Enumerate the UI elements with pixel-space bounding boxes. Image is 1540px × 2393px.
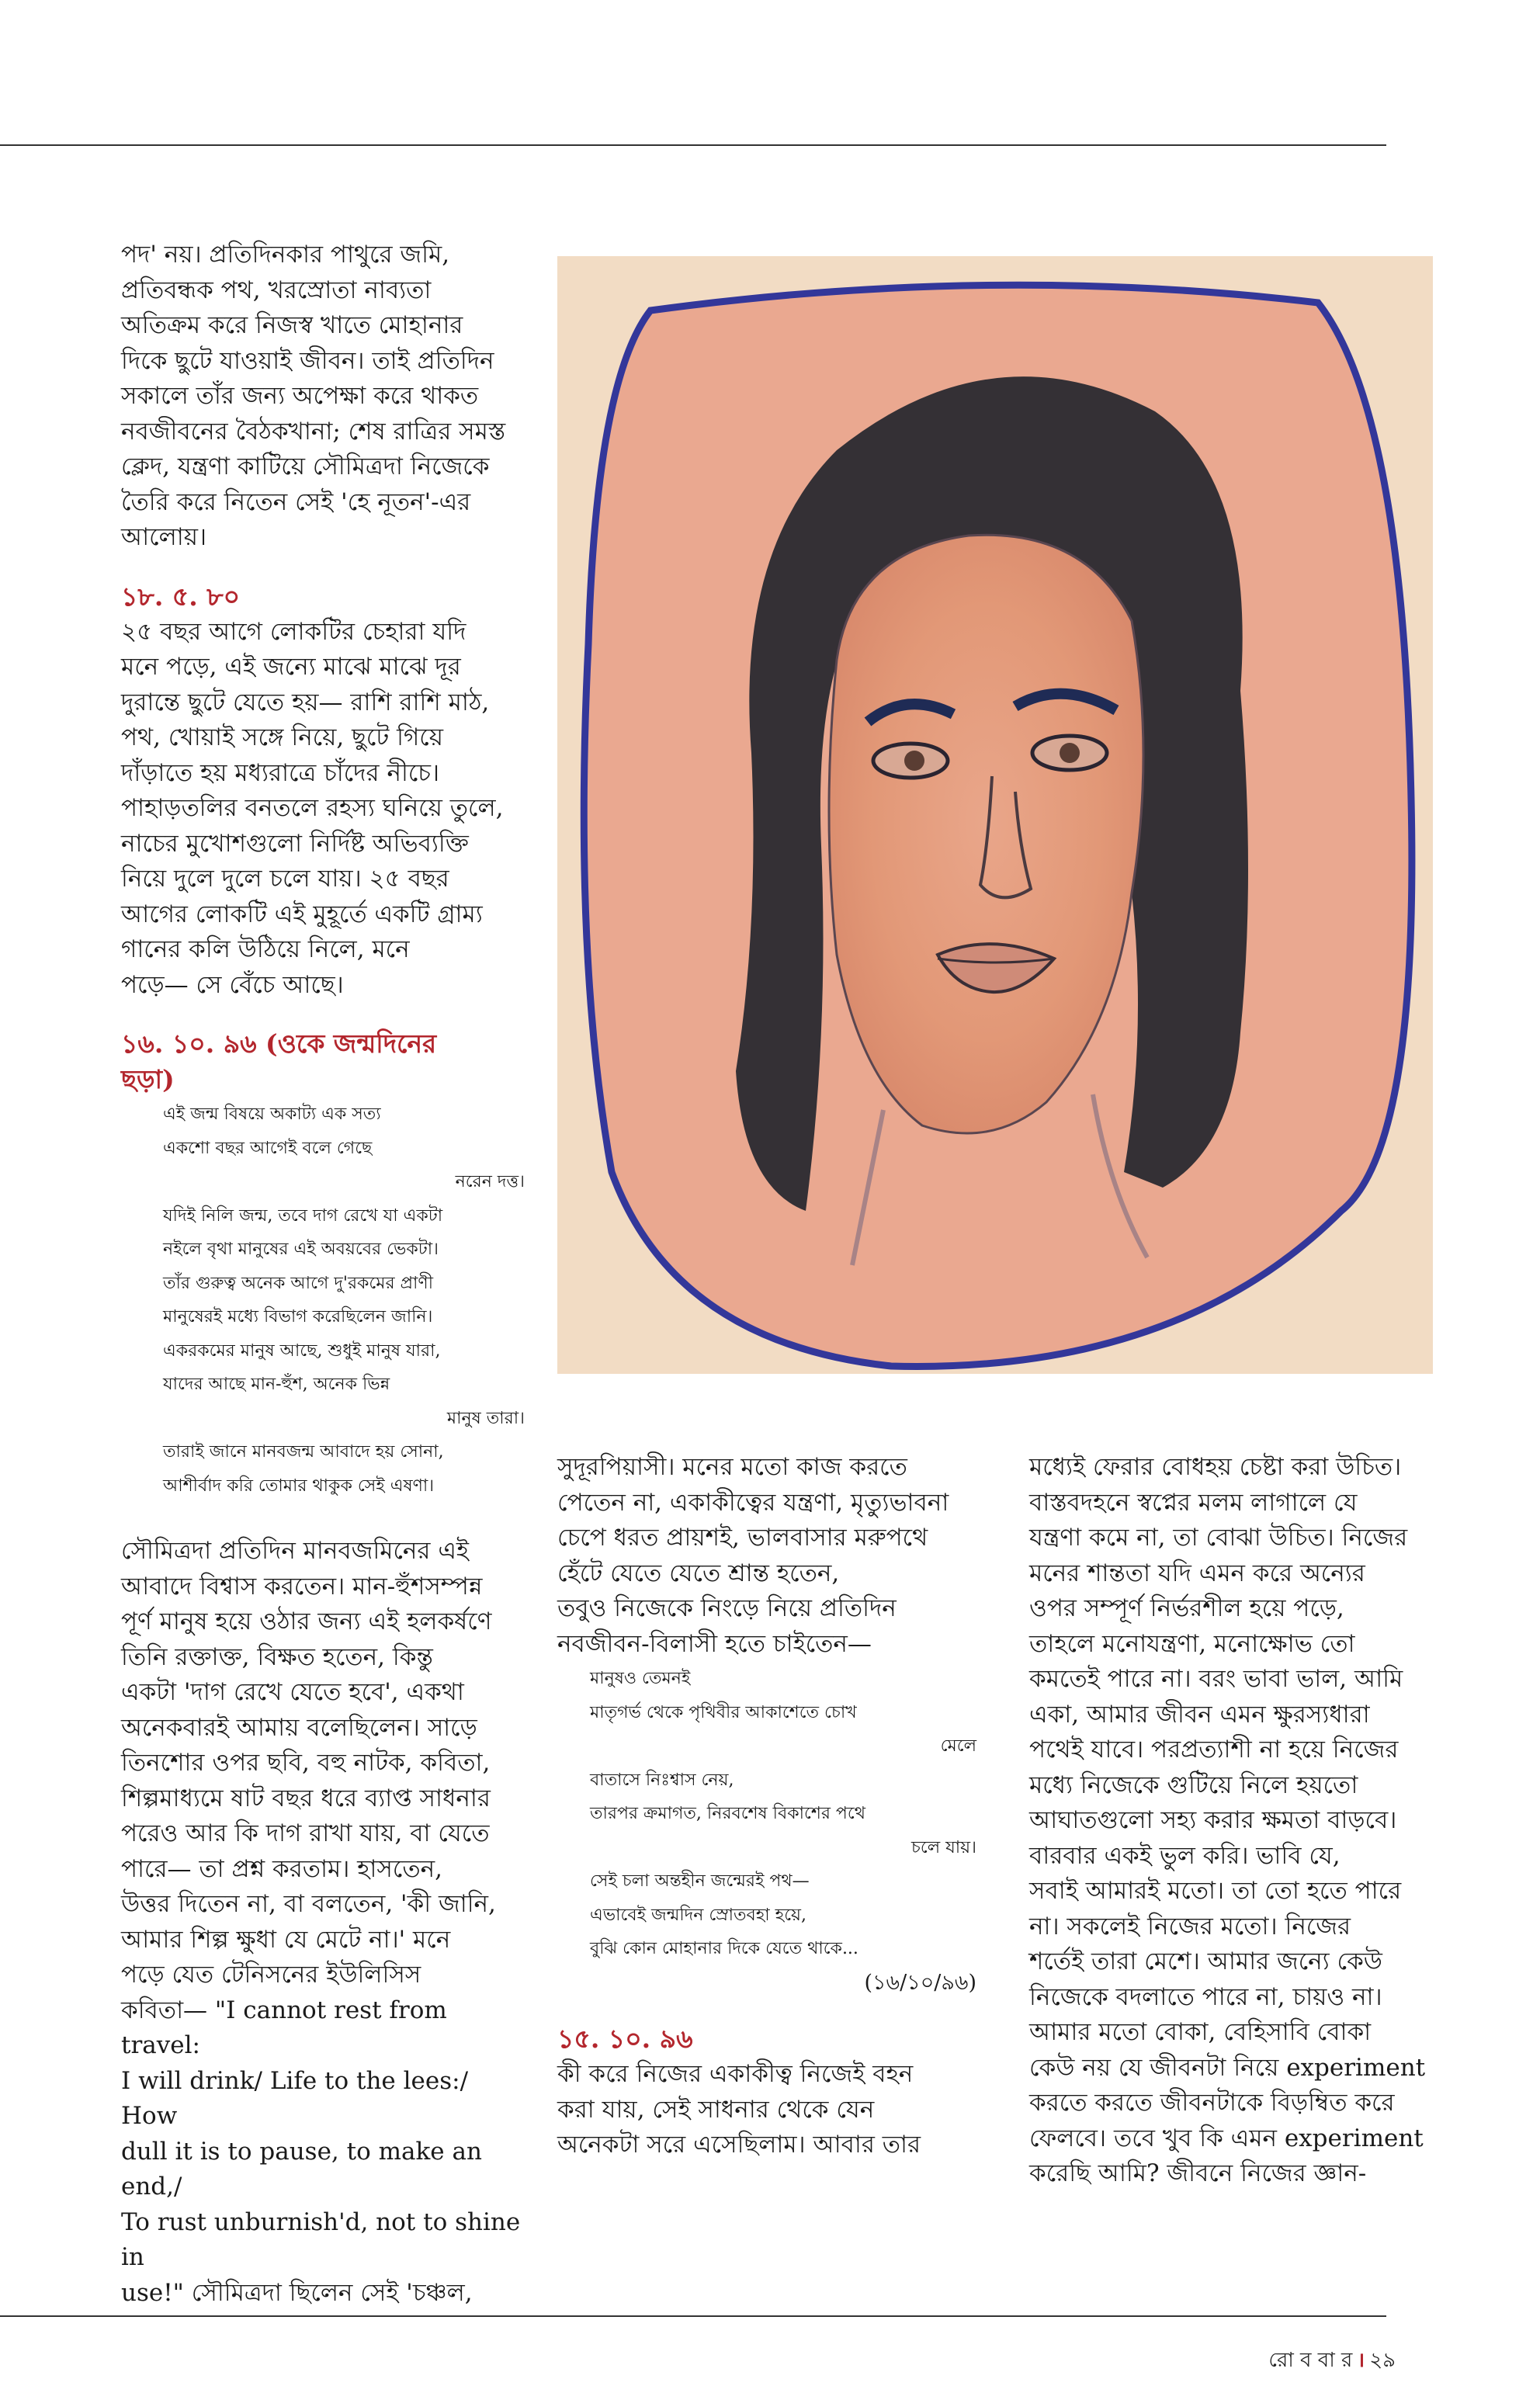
column-3 bbox=[1029, 1450, 1433, 2192]
poem-line: একশো বছর আগেই বলে গেছে bbox=[163, 1138, 373, 1158]
birthday-poem bbox=[121, 1098, 525, 1503]
poem-line: আশীর্বাদ করি তোমার থাকুক সেই এষণা। bbox=[163, 1476, 435, 1496]
date-heading-1: ১৮. ৫. ৮০ bbox=[121, 581, 241, 612]
date-heading-3: ১৫. ১০. ৯৬ bbox=[557, 2024, 693, 2054]
date-heading-2: ১৬. ১০. ৯৬ (ওকে জন্মদিনের ছড়া) bbox=[121, 1028, 437, 1094]
poem-line: মানুষেরই মধ্যে বিভাগ করেছিলেন জানি। bbox=[163, 1307, 433, 1327]
poem-line: মানুষ তারা। bbox=[446, 1408, 525, 1428]
paragraph-1: মধ্যেই ফেরার বোধহয় চেষ্টা করা উচিত। বাস্তবদহনে স্বপ্নের মলম লাগালে যে যন্ত্রণা কমে না, তা বোঝা উচিত। নিজের মনের শান্ততা যদি এমন করে অন্যের ওপর সম্পূর্ণ নির্ভরশীল হয়ে পড়ে, তাহলে মনোযন্ত্রণা, মনোক্ষোভ তো কমতেই পারে না। বরং ভাবা ভাল, আমি একা, আমার জীবন এমন ক্ষুরস্যধারা পথেই যাবে। পরপ্রত্যাশী না হয়ে নিজের মধ্যে নিজেকে গুটিয়ে নিলে হয়তো আঘাতগুলো সহ্য করার ক্ষমতা বাড়বে। bbox=[1029, 1453, 1408, 1834]
poem-line: তারাই জানে মানবজন্ম আবাদে হয় সোনা, bbox=[163, 1442, 444, 1462]
intro-paragraph: পদ' নয়। প্রতিদিনকার পাথুরে জমি, প্রতিবন্ধক পথ, খরস্রোতা নাব্যতা অতিক্রম করে নিজস্ব খাতে মোহানার দিকে ছুটে যাওয়াই জীবন। তাই প্রতিদিন সকালে তাঁর জন্য অপেক্ষা করে থাকত নবজীবনের বৈঠকখানা; শেষ রাত্রির সমস্ত ক্লেদ, যন্ত্রণা কাটিয়ে সৌমিত্রদা নিজেকে তৈরি করে নিতেন সেই 'হে নূতন'-এর আলোয়। bbox=[121, 241, 506, 551]
top-rule bbox=[0, 144, 1386, 146]
quoted-poem bbox=[557, 1662, 976, 1999]
paragraph-2: সৌমিত্রদা প্রতিদিন মানবজমিনের এই আবাদে বিশ্বাস করতেন। মান-হুঁশসম্পন্ন পূর্ণ মানুষ হয়ে ওঠার জন্য এই হলকর্ষণে তিনি রক্তাক্ত, বিক্ষত হতেন, কিন্তু একটা 'দাগ রেখে যেতে হবে', একথা অনেকবারই আমায় বলেছিলেন। সাড়ে তিনশোর ওপর ছবি, বহু নাটক, কবিতা, শিল্পমাধ্যমে ষাট বছর ধরে ব্যাপ্ত সাধনার পরেও আর কি দাগ রাখা যায়, বা যেতে পারে— তা প্রশ্ন করতাম। হাসতেন, উত্তর দিতেন না, বা বলতেন, 'কী জানি, আমার শিল্প ক্ষুধা যে মেটে না।' মনে পড়ে যেত টেনিসনের ইউলিসিস কবিতা— "I cannot rest from travel: I will drink/ Life to the lees:/ How dull it is to pause, to make an end,/ To rust unburnish'd, not to shine in use!" সৌমিত্রদা ছিলেন সেই 'চঞ্চল, bbox=[121, 1537, 521, 2307]
poem-line: যদিই নিলি জন্ম, তবে দাগ রেখে যা একটা bbox=[163, 1205, 443, 1226]
page-footer bbox=[1268, 2344, 1396, 2378]
footer-separator: । bbox=[1357, 2349, 1365, 2372]
poem-line: নইলে বৃথা মানুষের এই অবয়বের ভেকটা। bbox=[163, 1240, 439, 1259]
magazine-name: রো ব বা র bbox=[1268, 2349, 1353, 2372]
poem-line: নরেন দত্ত। bbox=[455, 1172, 525, 1191]
poem-line: যাদের আছে মান-হুঁশ, অনেক ভিন্ন bbox=[163, 1375, 390, 1394]
poem-line: একরকমের মানুষ আছে, শুধুই মানুষ যারা, bbox=[163, 1340, 441, 1361]
poem-line: তাঁর গুরুত্ব অনেক আগে দু'রকমের প্রাণী bbox=[163, 1273, 433, 1293]
poem-line: বাতাসে নিঃশ্বাস নেয়, bbox=[590, 1770, 734, 1790]
poem-line: মানুষও তেমনই bbox=[590, 1669, 691, 1688]
poem-line: মেলে bbox=[940, 1736, 976, 1756]
portrait-painting bbox=[557, 256, 1433, 1374]
page-number: ২৯ bbox=[1369, 2349, 1396, 2372]
paragraph-2: বারবার একই ভুল করি। ভাবি যে, সবাই আমারই মতো। তা তো হতে পারে না। সকলেই নিজের মতো। নিজের শর্তেই তারা মেশে। আমার জন্যে কেউ নিজেকে বদলাতে পারে না, চায়ও না। আমার মতো বোকা, বেহিসাবি বোকা কেউ নয় যে জীবনটা নিয়ে experiment করতে করতে জীবনটাকে বিড়ম্বিত করে ফেলবে। তবে খুব কি এমন experiment করেছি আমি? জীবনে নিজের জ্ঞান- bbox=[1029, 1841, 1426, 2187]
paragraph-1: সুদূরপিয়াসী। মনের মতো কাজ করতে পেতেন না, একাকীত্বের যন্ত্রণা, মৃত্যুভাবনা চেপে ধরত প্রায়শই, ভালবাসার মরুপথে হেঁটে যেতে যেতে শ্রান্ত হতেন, তবুও নিজেকে নিংড়ে নিয়ে প্রতিদিন নবজীবন-বিলাসী হতে চাইতেন— bbox=[557, 1453, 949, 1658]
poem-line: এভাবেই জন্মদিন স্রোতবহা হয়ে, bbox=[590, 1905, 806, 1925]
poem-line: মাতৃগর্ভ থেকে পৃথিবীর আকাশেতে চোখ bbox=[590, 1702, 857, 1722]
poem-date: (১৬/১০/৯৬) bbox=[864, 1970, 976, 1995]
bottom-rule bbox=[0, 2315, 1386, 2317]
poem-line: এই জন্ম বিষয়ে অকাট্য এক সত্য bbox=[163, 1105, 381, 1124]
column-2 bbox=[557, 1450, 976, 2163]
poem-line: সেই চলা অন্তহীন জন্মেরই পথ— bbox=[590, 1871, 810, 1891]
poem-line: চলে যায়। bbox=[911, 1837, 976, 1857]
paragraph-1: ২৫ বছর আগে লোকটির চেহারা যদি মনে পড়ে, এই জন্যে মাঝে মাঝে দূর দুরান্তে ছুটে যেতে হয়— রাশি রাশি মাঠ, পথ, খোয়াই সঙ্গে নিয়ে, ছুটে গিয়ে দাঁড়াতে হয় মধ্যরাত্রে চাঁদের নীচে। পাহাড়তলির বনতলে রহস্য ঘনিয়ে তুলে, নাচের মুখোশগুলো নির্দিষ্ট অভিব্যক্তি নিয়ে দুলে দুলে চলে যায়। ২৫ বছর আগের লোকটি এই মুহূর্তে একটি গ্রাম্য গানের কলি উঠিয়ে নিলে, মনে পড়ে— সে বেঁচে আছে। bbox=[121, 617, 504, 999]
poem-line: তারপর ক্রমাগত, নিরবশেষ বিকাশের পথে bbox=[590, 1804, 865, 1823]
column-1 bbox=[121, 238, 525, 2311]
poem-line: বুঝি কোন মোহানার দিকে যেতে থাকে... bbox=[590, 1939, 858, 1958]
paragraph-2: কী করে নিজের একাকীত্ব নিজেই বহন করা যায়, সেই সাধনার থেকে যেন অনেকটা সরে এসেছিলাম। আবার তার bbox=[557, 2060, 921, 2159]
